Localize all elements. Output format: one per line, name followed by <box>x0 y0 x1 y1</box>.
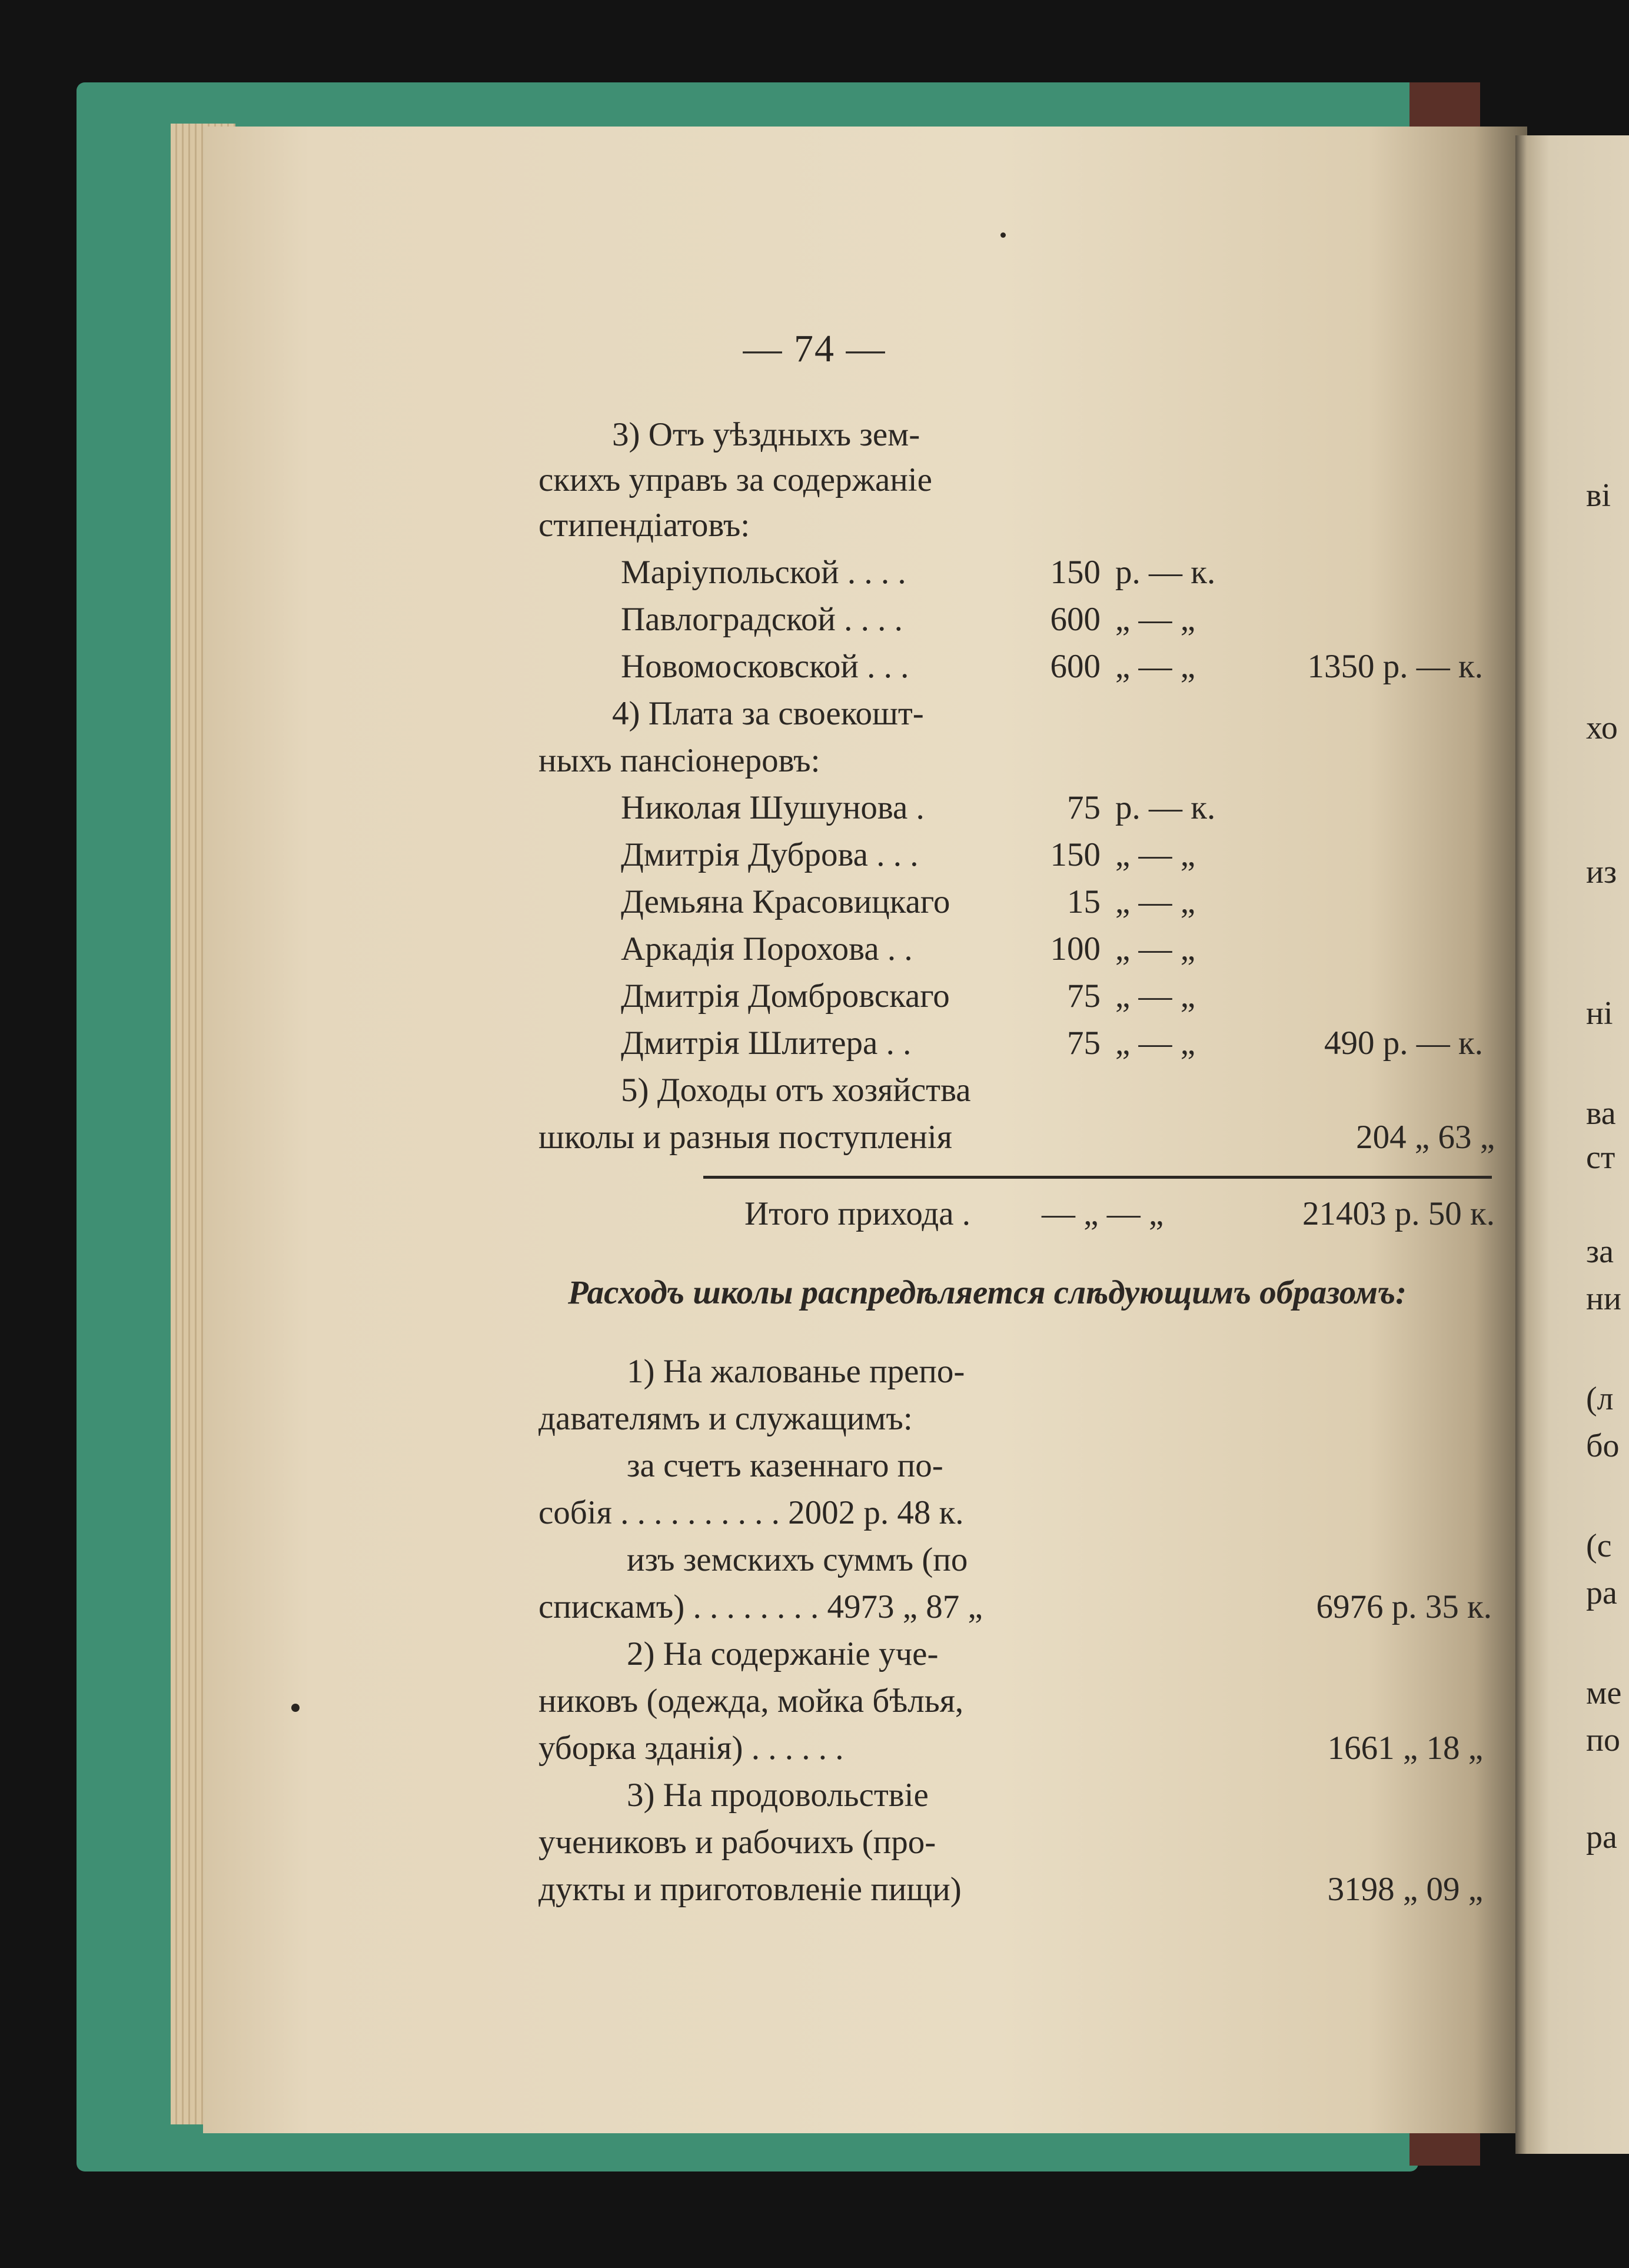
speck <box>291 1704 300 1712</box>
facing-page-fragment: за <box>1586 1233 1614 1270</box>
entry-name: Новомосковской . . . <box>621 648 909 685</box>
text-line: 1) На жалованье препо- <box>627 1353 965 1390</box>
entry-amount: 150 <box>1050 836 1101 873</box>
entry-unit: „ — „ <box>1115 648 1196 685</box>
entry-name: Аркадія Порохова . . <box>621 930 913 967</box>
entry-name: Дмитрія Шлитера . . <box>621 1025 912 1062</box>
text-line: дукты и приготовленіе пищи) <box>538 1871 962 1908</box>
entry-name: Дмитрія Домбровскаго <box>621 977 950 1015</box>
entry-unit: „ — „ <box>1115 977 1196 1015</box>
text-line: 2) На содержаніе уче- <box>627 1635 939 1672</box>
facing-page-fragment: ні <box>1586 995 1613 1032</box>
entry-unit: „ — „ <box>1115 930 1196 967</box>
section-total: 204 „ 63 „ <box>1356 1119 1495 1156</box>
entry-amount: 150 <box>1050 554 1101 591</box>
facing-page-fragment: (л <box>1586 1381 1614 1417</box>
entry-unit: „ — „ <box>1115 883 1196 920</box>
section-total: 490 р. — к. <box>1324 1025 1483 1062</box>
text-line: за счетъ казеннаго по- <box>627 1447 943 1484</box>
entry-line: собія . . . . . . . . . . 2002 р. 48 к. <box>538 1494 964 1531</box>
section-total: 1350 р. — к. <box>1307 648 1483 685</box>
text-line: стипендіатовъ: <box>538 507 750 544</box>
entry-unit: „ — „ <box>1115 601 1196 638</box>
entry-amount: 75 <box>1067 977 1101 1015</box>
facing-page-fragment: ст <box>1586 1139 1615 1176</box>
entry-amount: 75 <box>1067 1025 1101 1062</box>
income-total-dashes: — „ — „ <box>1042 1195 1164 1232</box>
facing-page-fragment: ме <box>1586 1675 1622 1711</box>
entry-unit: р. — к. <box>1115 554 1216 591</box>
text-line: ныхъ пансіонеровъ: <box>538 742 820 779</box>
text-line: 3) На продовольствіе <box>627 1777 929 1814</box>
total-rule <box>703 1176 1492 1179</box>
entry-amount: 100 <box>1050 930 1101 967</box>
facing-page-fragment: ни <box>1586 1281 1621 1317</box>
entry-name: Павлоградской . . . . <box>621 601 903 638</box>
entry-amount: 600 <box>1050 601 1101 638</box>
entry-unit: „ — „ <box>1115 1025 1196 1062</box>
entry-name: Демьяна Красовицкаго <box>621 883 950 920</box>
entry-amount: 15 <box>1067 883 1101 920</box>
text-line: учениковъ и рабочихъ (про- <box>538 1824 936 1861</box>
facing-page-fragment: ра <box>1586 1819 1617 1855</box>
facing-page-fragment: (с <box>1586 1528 1612 1564</box>
text-line: скихъ управъ за содержаніе <box>538 461 932 498</box>
income-total-value: 21403 р. 50 к. <box>1302 1195 1495 1232</box>
text-line: изъ земскихъ суммъ (по <box>627 1541 968 1578</box>
speck <box>1000 232 1006 238</box>
text-line: 3) Отъ уѣздныхъ зем- <box>612 416 920 453</box>
entry-line: спискамъ) . . . . . . . . 4973 „ 87 „ <box>538 1588 983 1625</box>
text-line: давателямъ и служащимъ: <box>538 1400 913 1437</box>
section-total: 1661 „ 18 „ <box>1327 1730 1483 1767</box>
entry-name: Николая Шушунова . <box>621 789 925 826</box>
text-line: никовъ (одежда, мойка бѣлья, <box>538 1682 964 1720</box>
text-line: 5) Доходы отъ хозяйства <box>621 1072 971 1109</box>
facing-page-fragment: из <box>1586 854 1617 890</box>
expense-heading: Расходъ школы распредѣляется слѣдующимъ образомъ: <box>568 1274 1407 1311</box>
section-total: 6976 р. 35 к. <box>1316 1588 1492 1625</box>
entry-amount: 600 <box>1050 648 1101 685</box>
text-line: 4) Плата за своекошт- <box>612 695 924 732</box>
facing-page-fragment: ра <box>1586 1575 1617 1611</box>
text-line: школы и разныя поступленія <box>538 1119 952 1156</box>
entry-unit: р. — к. <box>1115 789 1216 826</box>
facing-page-fragment: по <box>1586 1722 1620 1758</box>
income-total-label: Итого прихода . <box>744 1195 971 1232</box>
facing-page-fragment: хо <box>1586 710 1618 746</box>
page-number: — 74 — <box>743 327 886 370</box>
entry-name: Дмитрія Дуброва . . . <box>621 836 919 873</box>
entry-name: Маріупольской . . . . <box>621 554 906 591</box>
facing-page-fragment: ва <box>1586 1095 1616 1132</box>
text-line: уборка зданія) . . . . . . <box>538 1730 844 1767</box>
section-total: 3198 „ 09 „ <box>1327 1871 1483 1908</box>
facing-page-fragment: бо <box>1586 1428 1620 1464</box>
facing-page-fragment: ві <box>1586 477 1611 514</box>
entry-unit: „ — „ <box>1115 836 1196 873</box>
entry-amount: 75 <box>1067 789 1101 826</box>
